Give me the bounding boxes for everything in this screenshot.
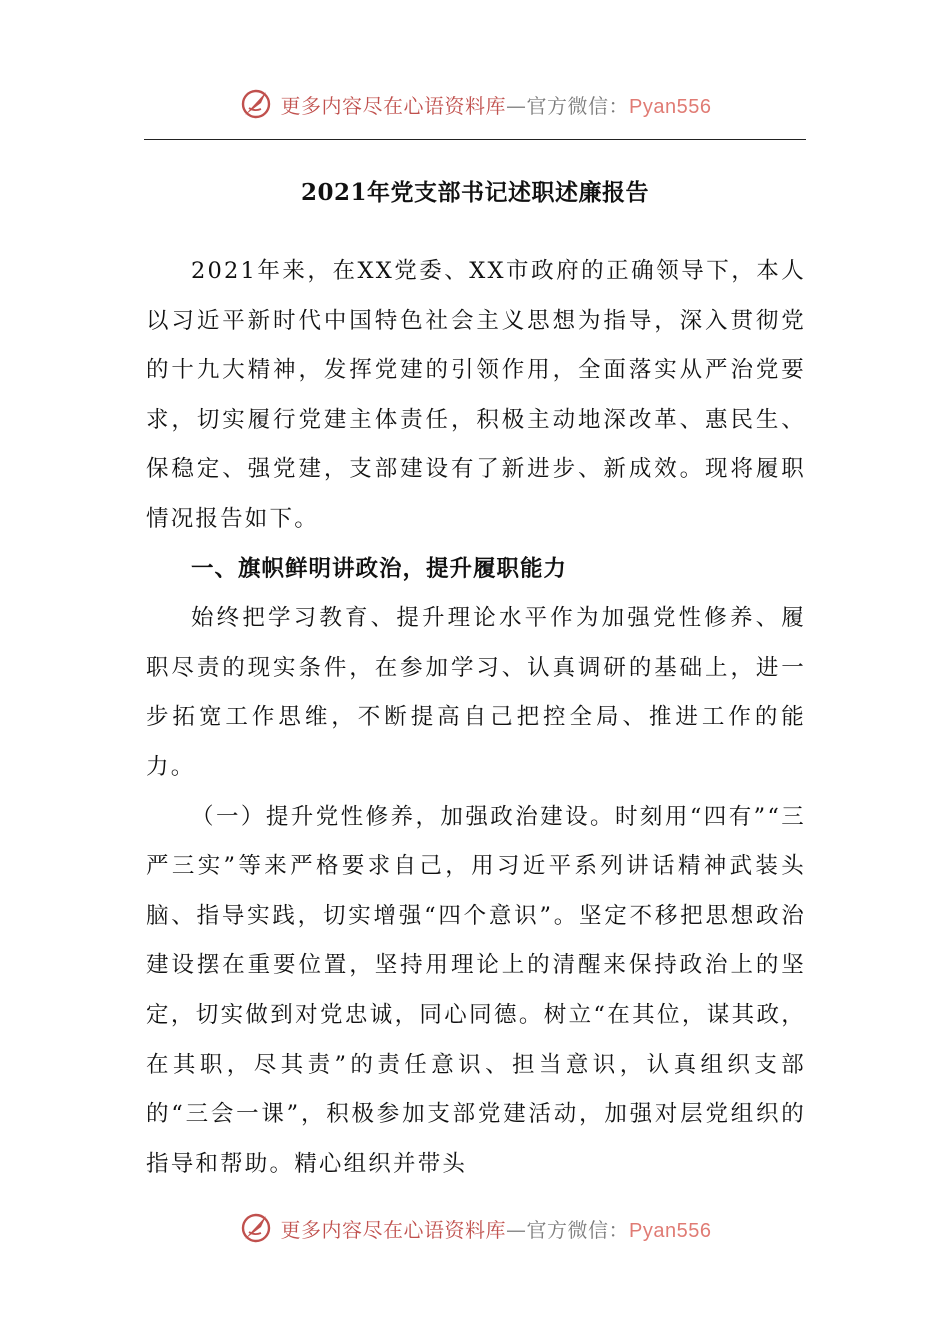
header-watermark: [0, 84, 950, 124]
watermark-wechat-id: Pyan556: [629, 95, 712, 118]
document-title: 2021年党支部书记述职述廉报告: [300, 179, 649, 206]
watermark-site-name: 更多内容尽在心语资料库: [280, 1217, 507, 1242]
document-body: [146, 247, 806, 1189]
watermark-text: [281, 90, 712, 119]
section-heading: 一、旗帜鲜明讲政治，提升履职能力: [191, 555, 568, 582]
watermark-wechat-label: 官方微信：: [526, 93, 630, 118]
body-paragraph: 始终把学习教育、提升理论水平作为加强党性修养、履职尽责的现实条件，在参加学习、认真调研的基础上，进一步拓宽工作思维，不断提高自己把控全局、推进工作的能力。: [146, 605, 806, 780]
body-paragraph: （一）提升党性修养，加强政治建设。时刻用“四有”“三严三实”等来严格要求自己，用习近平系列讲话精神武装头脑、指导实践，切实增强“四个意识”。坚定不移把思想政治建设摆在重要位置，坚持用理论上的清醒来保持政治上的坚定，切实做到对党忠诚，同心同德。树立“在其位，谋其政，在其职，尽其责”的责任意识、担当意识，认真组织支部的“三会一课”，积极参加支部党建活动，加强对层党组织的指导和帮助。精心组织并带头: [146, 803, 806, 1177]
watermark-dash: —: [506, 1217, 527, 1242]
intro-paragraph: 2021年来，在XX党委、XX市政府的正确领导下，本人以习近平新时代中国特色社会主义思想为指导，深入贯彻党的十九大精神，发挥党建的引领作用，全面落实从严治党要求，切实履行党建主体责任，积极主动地深改革、惠民生、保稳定、强党建，支部建设有了新进步、新成效。现将履职情况报告如下。: [146, 258, 806, 532]
header-divider: [144, 139, 806, 140]
quill-pen-logo-icon: [239, 87, 273, 121]
footer-watermark: [0, 1208, 950, 1248]
watermark-site-name: 更多内容尽在心语资料库: [280, 93, 507, 118]
watermark-wechat-label: 官方微信：: [526, 1217, 630, 1242]
watermark-text: [281, 1214, 712, 1243]
watermark-wechat-id: Pyan556: [629, 1219, 712, 1242]
quill-pen-logo-icon: [239, 1211, 273, 1245]
watermark-dash: —: [506, 93, 527, 118]
